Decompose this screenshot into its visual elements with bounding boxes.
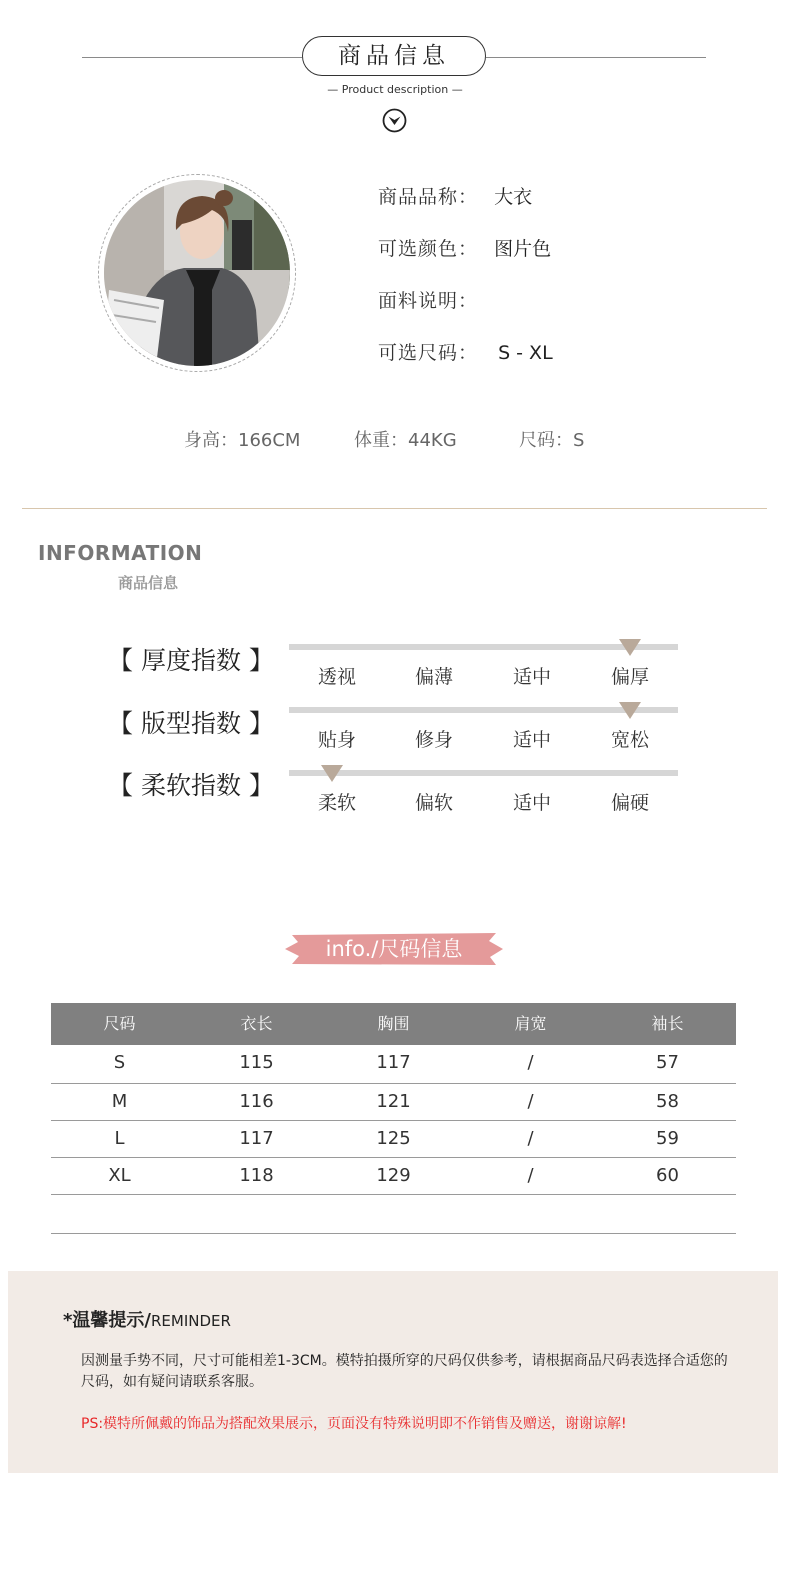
info-row-color [378,234,551,261]
reminder-title-cn: *温馨提示/ [63,1310,151,1331]
info-label: 面料说明： [378,290,479,312]
scale-option: 偏软 [414,792,453,814]
info-row-size [378,338,553,365]
scale-option: 适中 [512,729,551,751]
softness-index-bar [289,770,678,776]
table-cell: 60 [656,1165,679,1186]
info-row-name [378,182,532,209]
reminder-body: 因测量手势不同，尺寸可能相差1-3CM。模特拍摄所穿的尺码仅供参考，请根据商品尺码表选择合适您的尺码，如有疑问请联系客服。 [81,1353,728,1390]
table-cell: / [527,1165,534,1186]
table-cell: / [527,1128,534,1149]
header-line-right [486,57,706,58]
fit-index-marker [619,702,641,719]
info-value: 图片色 [494,238,552,260]
scale-option: 适中 [512,666,551,688]
table-cell: L [114,1128,125,1149]
fit-index-label: 【 版型指数 】 [108,709,274,738]
table-cell: / [527,1091,534,1112]
scale-option: 透视 [317,666,356,688]
section-title: 商品信息 [302,36,486,76]
header-line-left [82,57,302,58]
table-cell: 59 [656,1128,679,1149]
model-photo [104,180,290,366]
table-cell: 116 [239,1091,274,1112]
table-cell: / [527,1052,534,1073]
info-value: 大衣 [494,186,533,208]
table-cell: 117 [239,1128,274,1149]
scale-option: 适中 [512,792,551,814]
table-row [51,1084,736,1121]
table-cell: XL [108,1165,131,1186]
model-size: 尺码：S [519,430,585,451]
thickness-index-label: 【 厚度指数 】 [108,646,274,675]
softness-index-marker [321,765,343,782]
info-label: 可选颜色： [378,238,479,260]
table-cell: M [111,1091,128,1112]
size-table [51,1003,736,1234]
table-row-empty [51,1195,736,1234]
header-cell: 肩宽 [514,1014,547,1033]
info-value: S - XL [498,342,553,364]
table-cell: 125 [376,1128,411,1149]
scale-option: 偏厚 [610,666,649,688]
information-heading: INFORMATION [38,541,203,565]
table-cell: 129 [376,1165,411,1186]
info-label: 商品品称： [378,186,479,208]
scale-option: 贴身 [317,729,356,751]
table-cell: 117 [376,1052,411,1073]
section-subtitle: — Product description — [327,83,463,96]
model-height: 身高：166CM [184,430,301,451]
scale-option: 偏硬 [610,792,649,814]
scale-option: 偏薄 [414,666,453,688]
reminder-title [63,1306,231,1332]
reminder-ps: PS:模特所佩戴的饰品为搭配效果展示，页面没有特殊说明即不作销售及赠送，谢谢谅解! [81,1416,627,1432]
table-cell: 57 [656,1052,679,1073]
section-divider [22,508,767,509]
header-cell: 衣长 [240,1014,273,1033]
scale-option: 修身 [414,729,453,751]
table-row [51,1158,736,1195]
table-cell: 118 [239,1165,274,1186]
model-weight: 体重：44KG [354,430,457,451]
info-label: 可选尺码： [378,342,479,364]
scale-option: 柔软 [317,792,356,814]
header-cell: 胸围 [377,1014,410,1033]
scale-option: 宽松 [610,729,649,751]
reminder-title-en: REMINDER [151,1312,231,1330]
table-row [51,1121,736,1158]
table-row [51,1045,736,1084]
thickness-index-marker [619,639,641,656]
size-table-header [51,1003,736,1045]
softness-index-label: 【 柔软指数 】 [108,771,274,800]
chevron-down-icon [382,108,407,133]
table-cell: S [113,1052,126,1073]
table-cell: 121 [376,1091,411,1112]
table-cell: 58 [656,1091,679,1112]
header-cell: 尺码 [103,1014,136,1033]
info-row-fabric [378,286,488,313]
table-cell: 115 [239,1052,274,1073]
information-subheading: 商品信息 [118,574,179,592]
header-cell: 袖长 [651,1014,684,1033]
size-info-title: info./尺码信息 [325,937,463,961]
